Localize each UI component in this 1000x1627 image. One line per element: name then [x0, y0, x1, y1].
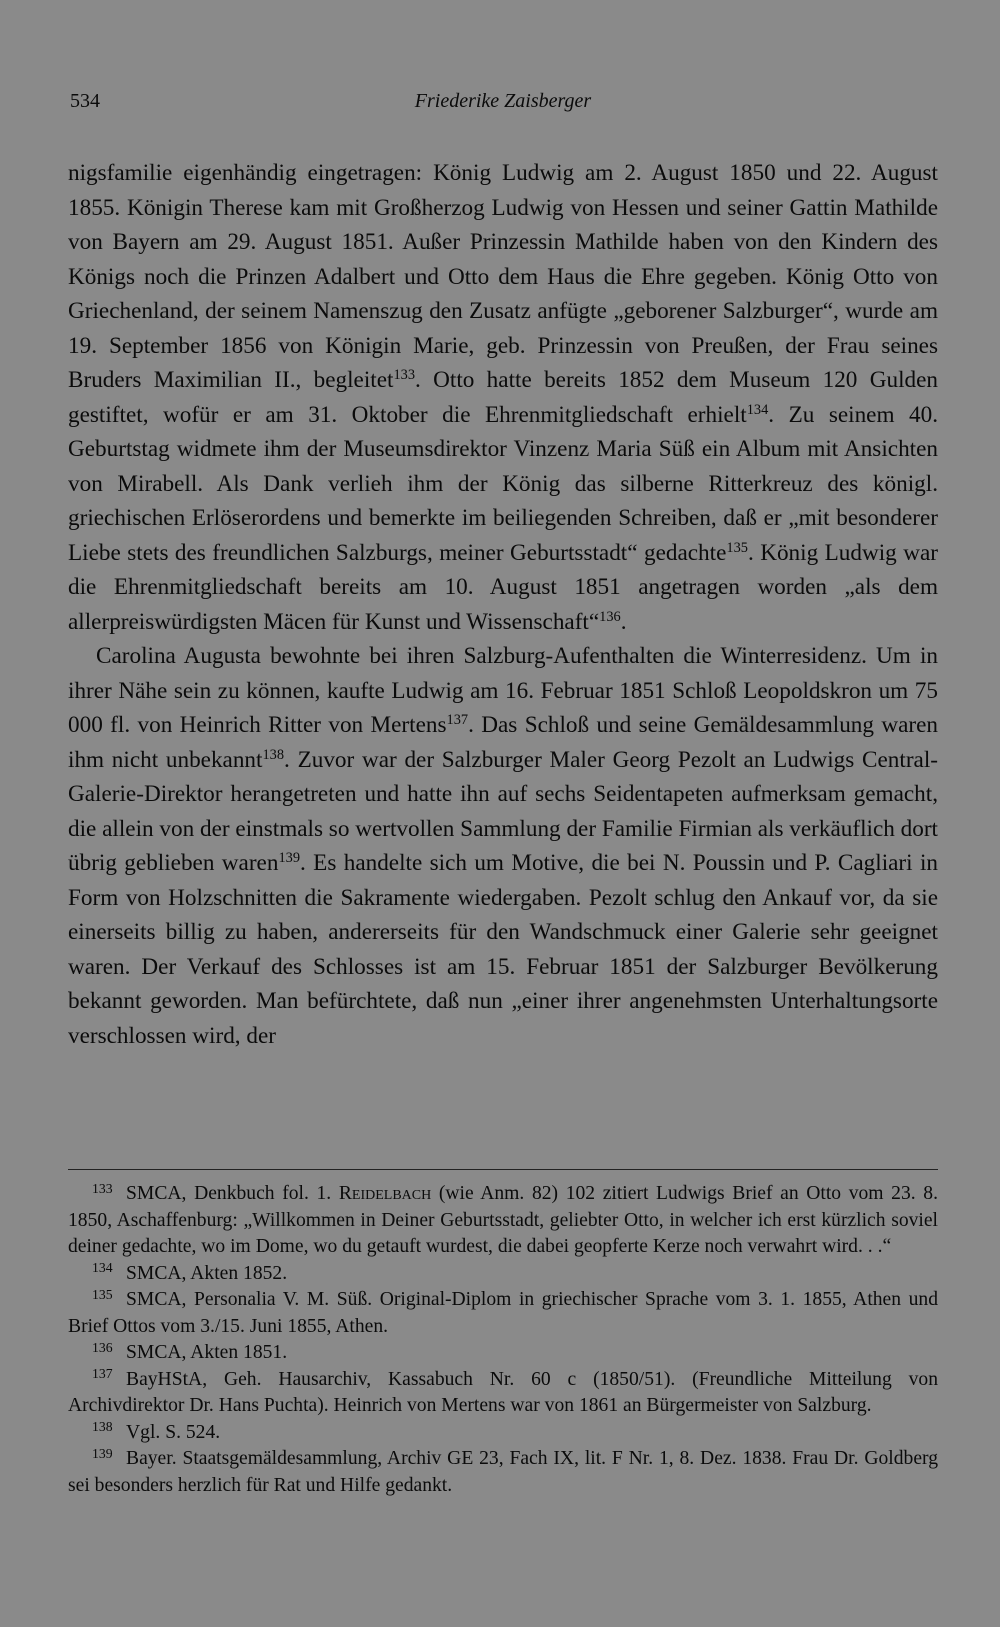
footnote-text: BayHStA, Geh. Hausarchiv, Kassabuch Nr. 60 c (1850/51). (Freundliche Mitteilung von Archivdirektor Dr. Hans Puchta). Heinrich von Mertens war von 1861 an Bürgermeister von Salzburg. [68, 1368, 938, 1416]
footnote-136: 136 SMCA, Akten 1851. [92, 1339, 288, 1363]
footnote-text: Bayer. Staatsgemäldesammlung, Archiv GE 23, Fach IX, lit. F Nr. 1, 8. Dez. 1838. Frau Dr. Goldberg sei besonders herzlich für Rat und Hilfe gedankt. [68, 1448, 938, 1496]
text-run: nigsfamilie eigenhändig eingetragen: König Ludwig am 2. August 1850 und 22. August 1855. Königin Therese kam mit Großherzog Ludwig von Hessen und seiner Gattin Mathilde von Bayern am 29. August 1851. Außer Prinzessin Mathilde haben von den Kindern des Königs noch die Prinzen Adalbert und Otto dem Haus die Ehre gegeben. König Otto von Griechenland, der seinem Namenszug den Zusatz anfügte „geborener Salzburger“, wurde am 19. September 1856 von Königin Marie, geb. Prinzessin von Preußen, der Frau seines Bruders Maximilian II., begleitet [68, 160, 938, 393]
text-run: Carolina Augusta bewohnte bei ihren Salzburg-Aufenthalten die Winterresidenz. Um in ihrer Nähe sein zu können, kaufte Ludwig am 16. Februar 1851 Schloß Leopoldskron um 75 000 fl. von Heinrich Ritter von Mertens [68, 643, 938, 738]
footnote-ref-136: 136 [599, 608, 621, 625]
running-head-author: Friederike Zaisberger [414, 90, 592, 112]
footnote-ref-135: 135 [726, 539, 748, 556]
text-run: . [620, 608, 627, 635]
footnote-text: SMCA, Personalia V. M. Süß. Original-Diplom in griechischer Sprache vom 3. 1. 1855, Athen und Brief Ottos vom 3./15. Juni 1855, Athen. [68, 1289, 938, 1337]
footnote-ref-134: 134 [746, 401, 769, 418]
footnote-text: SMCA, Denkbuch fol. 1. [126, 1183, 339, 1204]
paragraph-2 [68, 639, 938, 1053]
footnote-text: SMCA, Akten 1852. [126, 1262, 288, 1284]
text-run: . Zu seinem 40. Geburtstag widmete ihm der Museumsdirektor Vinzenz Maria Süß ein Album mit Ansichten von Mirabell. Als Dank verlieh ihm der König das silberne Ritterkreuz des königl. griechischen Erlöserordens und bemerkte im beiliegenden Schreiben, daß er „mit besonderer Liebe stets des freundlichen Salzburgs, meiner Geburtsstadt“ gedachte [68, 401, 938, 566]
text-run: . Otto hatte bereits 1852 dem Museum 120 Gulden gestiftet, wofür er am 31. Oktober die Ehrenmitgliedschaft erhielt [68, 367, 938, 428]
footnote-ref-133: 133 [393, 367, 416, 384]
footnote-137: 137 BayHStA, Geh. Hausarchiv, Kassabuch Nr. 60 c (1850/51). (Freundliche Mitteilung von Archivdirektor Dr. Hans Puchta). Heinrich von Mertens war von 1861 an Bürgermeister von Salzburg. [68, 1366, 938, 1416]
footnote-139: 139 Bayer. Staatsgemäldesammlung, Archiv GE 23, Fach IX, lit. F Nr. 1, 8. Dez. 1838. Frau Dr. Goldberg sei besonders herzlich für Rat und Hilfe gedankt. [68, 1445, 938, 1496]
footnote-ref-138: 138 [262, 746, 285, 763]
paragraph-1 [68, 156, 938, 639]
author-small-caps: Reidelbach [338, 1183, 432, 1204]
footnote-text: SMCA, Akten 1851. [126, 1342, 288, 1363]
footnotes [68, 1181, 938, 1499]
footnote-text: (wie Anm. 82) 102 zitiert Ludwigs Brief an Otto vom 23. 8. 1850, Aschaffenburg: „Willkommen in Deiner Geburtsstadt, geliebter Otto, in welcher ich erst kürzlich soviel deiner gedachte, wo im Dome, wo du getauft wurdest, die dabei geopferte Kerze noch verwahrt wird. . .“ [68, 1183, 938, 1257]
footnote-ref-139: 139 [278, 850, 301, 867]
main-text [68, 156, 938, 1053]
footnote-separator [68, 1169, 938, 1170]
text-run: . Das Schloß und seine Gemäldesammlung waren ihm nicht unbekannt [68, 712, 939, 773]
text-run: . Es handelte sich um Motive, die bei N. Poussin und P. Cagliari in Form von Holzschnitten die Sakramente wiedergaben. Pezolt schlug den Ankauf vor, da sie einerseits billig zu haben, andererseits für den Wandschmuck einer Galerie sehr geeignet waren. Der Verkauf des Schlosses ist am 15. Februar 1851 der Salzburger Bevölkerung bekannt geworden. Man befürchtete, daß nun „einer ihrer angenehmsten Unterhaltungsorte verschlossen wird, der [68, 850, 938, 1049]
footnote-text: Vgl. S. 524. [126, 1421, 221, 1443]
footnote-135: 135 SMCA, Personalia V. M. Süß. Original-Diplom in griechischer Sprache vom 3. 1. 1855, Athen und Brief Ottos vom 3./15. Juni 1855, Athen. [68, 1286, 938, 1337]
text-run: . König Ludwig war die Ehrenmitgliedschaft bereits am 10. August 1851 angetragen worden „als dem allerpreiswürdigsten Mäcen für Kunst und Wissenschaft“ [68, 539, 938, 635]
footnote-ref-137: 137 [446, 712, 469, 729]
footnote-134: 134 SMCA, Akten 1852. [92, 1260, 288, 1284]
page-number: 534 [70, 90, 100, 112]
text-run: . Zuvor war der Salzburger Maler Georg Pezolt an Ludwigs Central-Galerie-Direktor herangetreten und hatte ihn auf sechs Seidentapeten aufmerksam gemacht, die allein von der einstmals so wertvollen Sammlung der Familie Firmian als verkäuflich dort übrig geblieben waren [68, 746, 938, 876]
footnote-138: 138 Vgl. S. 524. [92, 1419, 221, 1443]
footnote-133: 133 SMCA, Denkbuch fol. 1. Reidelbach (wie Anm. 82) 102 zitiert Ludwigs Brief an Otto vom 23. 8. 1850, Aschaffenburg: „Willkommen in Deiner Geburtsstadt, geliebter Otto, in welcher ich erst kürzlich soviel deiner gedachte, wo im Dome, wo du getauft wurdest, die dabei geopferte Kerze noch verwahrt wird. . .“ [68, 1180, 938, 1257]
page-header [70, 90, 936, 122]
